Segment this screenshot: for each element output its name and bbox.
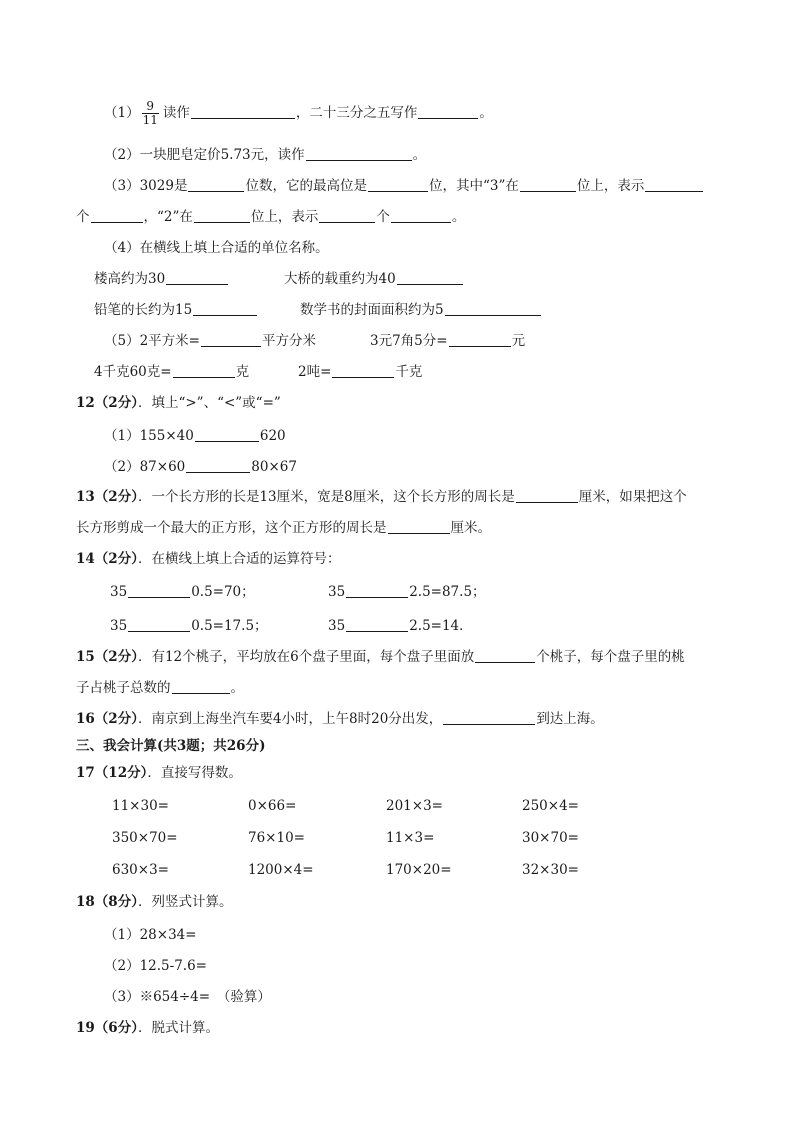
answer-blank[interactable] [193,301,257,316]
question-14 [76,550,340,568]
text: ．一个长方形的长是13厘米，宽是8厘米，这个长方形的周长是 [137,489,515,505]
q17-item: 170×20= [386,862,452,878]
text: 35 [328,584,346,600]
text: （3）3029是 [104,178,188,194]
text: （2）87×60 [104,459,186,475]
text: 元 [511,333,526,349]
section-3-heading: 三、我会计算(共3题；共26分) [76,738,266,754]
text: ．南京到上海坐汽车要4小时，上午8时20分出发， [137,711,443,727]
text: 克 [235,364,250,380]
text: 2吨= [298,364,332,380]
answer-blank[interactable] [397,270,463,285]
answer-blank[interactable] [443,710,535,725]
answer-blank[interactable] [445,301,541,316]
q11-part5-item2 [370,332,525,350]
q18-part2: （2）12.5-7.6= [104,958,207,974]
text: 0.5=17.5； [191,618,268,634]
text: 4千克60克= [94,364,172,380]
q17-item: 201×3= [386,798,443,814]
answer-blank[interactable] [166,270,228,285]
question-number: 17 [76,765,95,781]
answer-blank[interactable] [449,332,511,347]
text: 3元7角5分= [370,333,448,349]
text: （2）一块肥皂定价5.73元，读作 [104,147,305,163]
text: 读作 [162,105,190,121]
q11-part2 [104,146,426,164]
answer-blank[interactable] [195,427,259,442]
text: 数学书的封面面积约为5 [300,302,444,318]
answer-blank[interactable] [388,519,450,534]
answer-blank[interactable] [128,617,190,632]
text: ．脱式计算。 [137,1020,219,1036]
answer-blank[interactable] [91,208,143,223]
text: 个 [376,209,390,225]
text: 位上，表示 [576,178,645,194]
answer-blank[interactable] [186,458,250,473]
q11-part3-line2 [76,208,465,226]
text: ．填上“>”、“<”或“=” [137,395,281,411]
text: 楼高约为30 [94,271,166,287]
text: ．列竖式计算。 [137,894,233,910]
text: ，二十三分之五写作 [295,105,418,121]
text: 35 [328,618,346,634]
text: 铅笔的长约为15 [94,302,193,318]
answer-blank[interactable] [520,177,576,192]
question-17 [76,764,242,782]
q12-part2 [104,458,297,476]
question-number: 15 [76,649,95,665]
q17-item: 630×3= [112,862,169,878]
answer-blank[interactable] [188,177,244,192]
answer-blank[interactable] [173,363,235,378]
q11-part4-item4 [300,301,542,319]
question-16 [76,710,604,728]
q17-item: 30×70= [522,830,579,846]
answer-blank[interactable] [191,104,295,119]
text: 0.5=70； [191,584,255,600]
question-number: 12 [76,395,95,411]
question-18 [76,893,232,911]
answer-blank[interactable] [475,648,535,663]
text: 个桃子，每个盘子里的桃 [536,649,685,665]
text: 2.5=14． [409,618,473,634]
text: 长方形剪成一个最大的正方形，这个正方形的周长是 [76,520,387,536]
q18-part3: （3）※654÷4= （验算） [104,989,271,1005]
answer-blank[interactable] [346,617,408,632]
answer-blank[interactable] [346,583,408,598]
q17-item: 350×70= [112,830,178,846]
q17-item: 0×66= [248,798,297,814]
answer-blank[interactable] [368,177,428,192]
q14-item4 [328,617,473,635]
answer-blank[interactable] [194,208,250,223]
q17-item: 250×4= [522,798,579,814]
question-12 [76,394,281,412]
q18-part1: （1）28×34= [104,927,197,943]
q17-item: 32×30= [522,862,579,878]
q17-item: 11×30= [112,798,169,814]
question-number: 16 [76,711,95,727]
fraction-denominator: 11 [142,113,158,127]
q14-item1 [110,583,255,601]
question-13-line2 [76,519,491,537]
text: 到达上海。 [536,711,604,727]
text: ．有12个桃子，平均放在6个盘子里面，每个盘子里面放 [137,649,475,665]
answer-blank[interactable] [391,208,451,223]
q11-part3-line1 [104,177,704,195]
answer-blank[interactable] [645,177,703,192]
answer-blank[interactable] [516,488,578,503]
text: 位数，它的最高位是 [245,178,367,194]
question-19 [76,1019,219,1037]
question-15-line1 [76,648,685,666]
question-number: 14 [76,551,95,567]
text: 35 [110,618,128,634]
q11-part4-item2 [284,270,464,288]
text: （1）155×40 [104,428,194,444]
q11-part5-item3 [94,363,249,381]
q17-item: 1200×4= [248,862,314,878]
question-number: 18 [76,894,95,910]
question-score: （12分） [94,765,148,781]
question-score: （2分） [94,489,138,505]
question-score: （2分） [94,551,138,567]
q11-part1-label: （1） [104,105,140,121]
text: ．直接写得数。 [147,765,242,781]
question-15-line2 [76,679,244,697]
text: 厘米，如果把这个 [578,489,687,505]
question-number: 19 [76,1020,95,1036]
q11-part4-item1 [94,270,229,288]
answer-blank[interactable] [332,363,394,378]
text: （5）2平方米= [104,333,200,349]
question-score: （2分） [94,711,138,727]
answer-blank[interactable] [201,332,261,347]
fraction-nine-elevenths [142,100,159,127]
text: 2.5=87.5； [409,584,486,600]
q11-part5-item1 [104,332,316,350]
question-score: （2分） [94,395,138,411]
text: 个 [76,209,90,225]
q17-item: 76×10= [248,830,305,846]
question-number: 13 [76,489,95,505]
question-13-line1 [76,488,687,506]
text: ．在横线上填上合适的运算符号： [137,551,341,567]
text: 。 [479,105,493,121]
answer-blank[interactable] [172,679,230,694]
question-score: （8分） [94,894,138,910]
q12-part1 [104,427,286,445]
text: 位上，表示 [250,209,319,225]
text: 平方分米 [262,333,316,349]
text: 子占桃子总数的 [76,680,171,696]
text: 千克 [395,364,423,380]
q11-part5-item4 [298,363,422,381]
text: 。 [230,680,244,696]
question-score: （6分） [94,1020,138,1036]
q14-item2 [328,583,486,601]
q11-part4-prompt: （4）在横线上填上合适的单位名称。 [104,240,329,256]
text: ，“2”在 [143,209,193,225]
text: 。 [451,209,466,225]
answer-blank[interactable] [128,583,190,598]
answer-blank[interactable] [418,104,478,119]
answer-blank[interactable] [319,208,375,223]
text: 厘米。 [450,520,491,536]
text: 620 [259,428,286,444]
q11-part1 [104,100,493,127]
question-score: （2分） [94,649,138,665]
text: 35 [110,584,128,600]
fraction-numerator: 9 [142,100,159,114]
text: 位，其中“3”在 [428,178,519,194]
text: 80×67 [251,459,297,475]
q11-part4-item3 [94,301,258,319]
text: 。 [412,147,427,163]
text: 大桥的载重约为40 [284,271,396,287]
q14-item3 [110,617,268,635]
answer-blank[interactable] [306,146,412,161]
q17-item: 11×3= [386,830,435,846]
